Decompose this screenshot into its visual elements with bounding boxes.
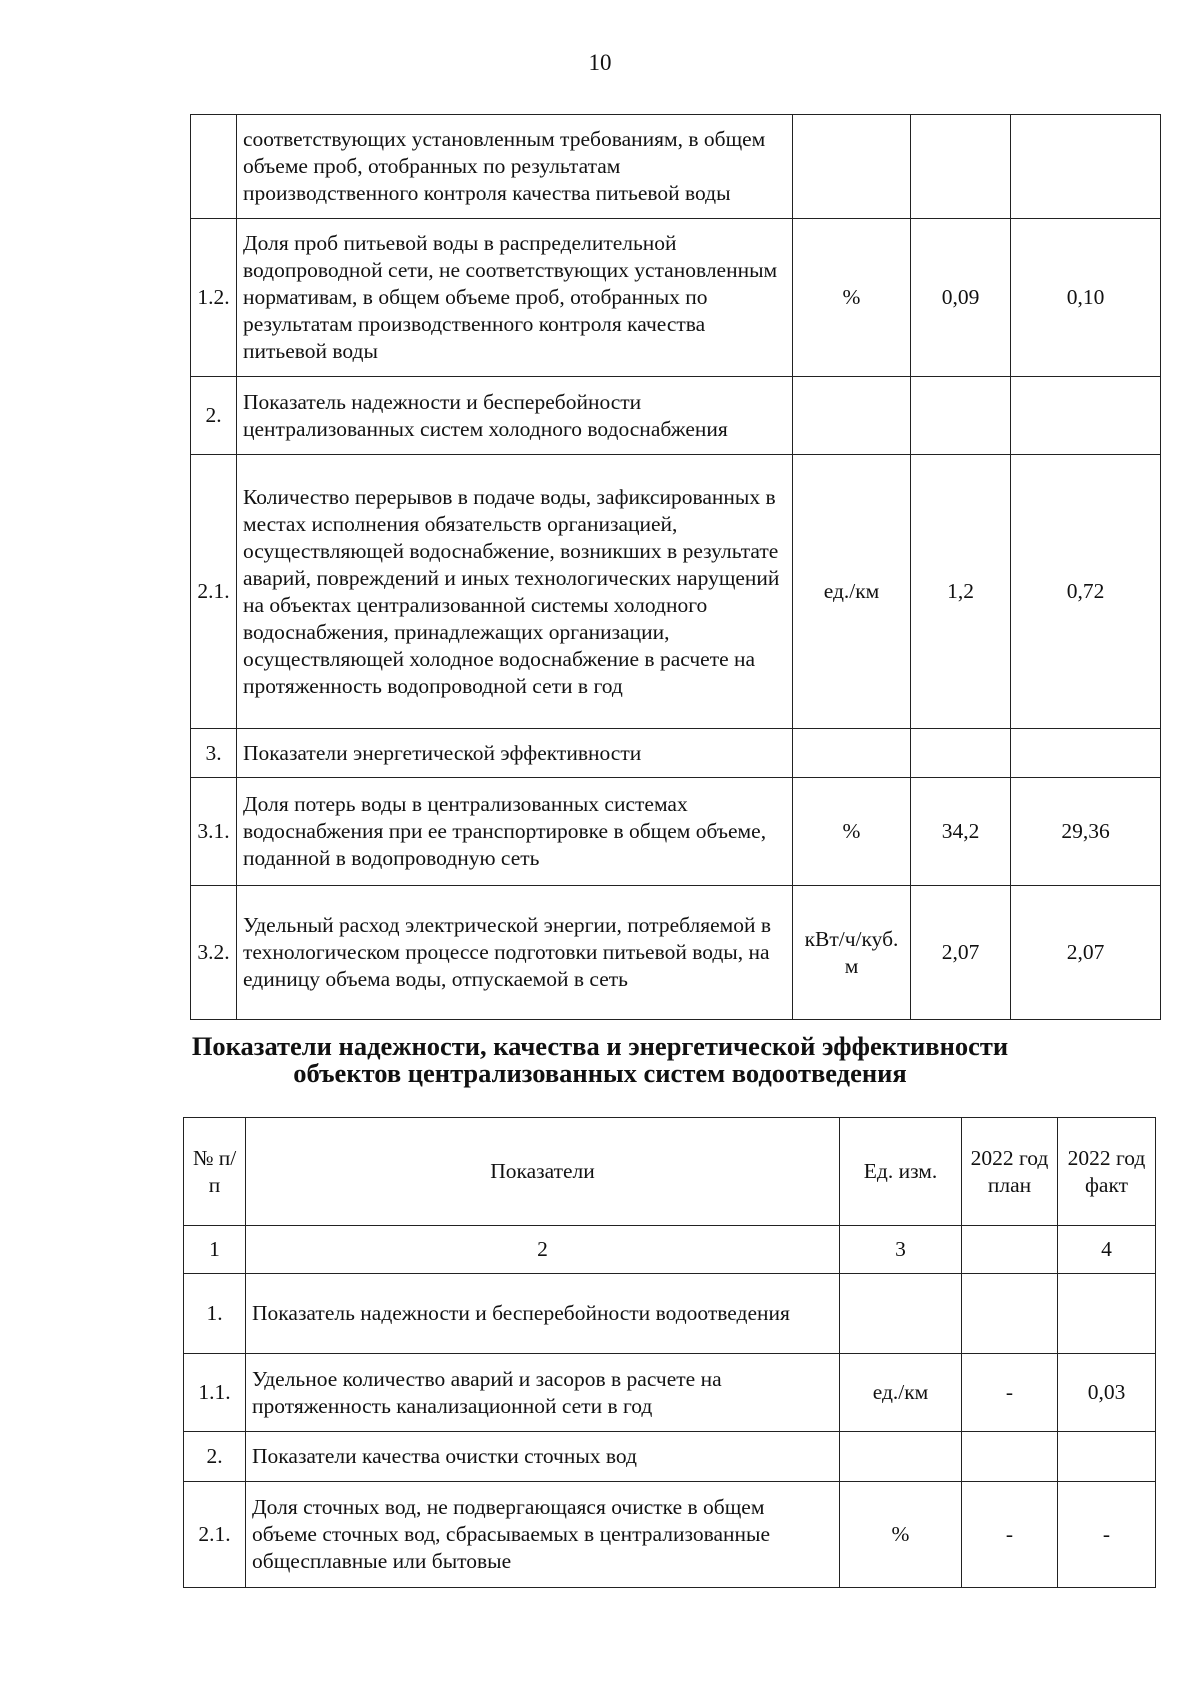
plan-cell [962, 1274, 1058, 1354]
table-row [184, 1482, 1156, 1588]
plan-cell: - [962, 1354, 1058, 1432]
plan-cell: - [962, 1482, 1058, 1588]
header-unit: Ед. изм. [840, 1118, 962, 1226]
unit-cell [793, 377, 911, 455]
header-indicator: Показатели [246, 1118, 840, 1226]
indicator-text: Доля проб питьевой воды в распределительной водопроводной сети, не соответствующих установленным нормативам, в общем объеме проб, отобранных по результатам производственного контроля качества питьевой воды [237, 219, 793, 377]
indicator-text: Доля потерь воды в централизованных системах водоснабжения при ее транспортировке в общем объеме, поданной в водопроводную сеть [237, 778, 793, 886]
unit-cell: % [840, 1482, 962, 1588]
row-number: 1. [184, 1274, 246, 1354]
wastewater-indicators-table [183, 1117, 1156, 1588]
row-number: 1.2. [191, 219, 237, 377]
indicator-text: Удельное количество аварий и засоров в расчете на протяженность канализационной сети в год [246, 1354, 840, 1432]
row-number: 2.1. [191, 455, 237, 729]
table-row [191, 377, 1161, 455]
fact-cell [1011, 115, 1161, 219]
table-row [191, 219, 1161, 377]
unit-cell: % [793, 219, 911, 377]
table-row [191, 729, 1161, 778]
unit-cell: % [793, 778, 911, 886]
section-title-line-2: объектов централизованных систем водоотведения [293, 1058, 907, 1088]
table-row [184, 1274, 1156, 1354]
unit-cell: кВт/ч/куб. м [793, 886, 911, 1020]
header-plan: 2022 год план [962, 1118, 1058, 1226]
unit-cell [793, 729, 911, 778]
column-number: 1 [184, 1226, 246, 1274]
header-number: № п/п [184, 1118, 246, 1226]
water-supply-indicators-table [190, 114, 1161, 1020]
indicator-text: Показатели энергетической эффективности [237, 729, 793, 778]
row-number: 3.2. [191, 886, 237, 1020]
row-number: 1.1. [184, 1354, 246, 1432]
indicator-text: Показатель надежности и бесперебойности централизованных систем холодного водоснабжения [237, 377, 793, 455]
plan-cell [911, 377, 1011, 455]
unit-cell [840, 1432, 962, 1482]
column-number: 2 [246, 1226, 840, 1274]
fact-cell: - [1058, 1482, 1156, 1588]
row-number: 3. [191, 729, 237, 778]
row-number [191, 115, 237, 219]
column-number: 4 [1058, 1226, 1156, 1274]
section-title [0, 1033, 1200, 1087]
plan-cell [911, 115, 1011, 219]
indicator-text: соответствующих установленным требованиям, в общем объеме проб, отобранных по результатам производственного контроля качества питьевой воды [237, 115, 793, 219]
indicator-text: Показатель надежности и бесперебойности водоотведения [246, 1274, 840, 1354]
fact-cell [1011, 377, 1161, 455]
table-row [184, 1432, 1156, 1482]
fact-cell [1058, 1274, 1156, 1354]
fact-cell [1058, 1432, 1156, 1482]
indicator-text: Удельный расход электрической энергии, потребляемой в технологическом процессе подготовки питьевой воды, на единицу объема воды, отпускаемой в сеть [237, 886, 793, 1020]
fact-cell: 29,36 [1011, 778, 1161, 886]
plan-cell: 34,2 [911, 778, 1011, 886]
plan-cell: 2,07 [911, 886, 1011, 1020]
unit-cell [793, 115, 911, 219]
unit-cell: ед./км [793, 455, 911, 729]
indicator-text: Количество перерывов в подаче воды, зафиксированных в местах исполнения обязательств организацией, осуществляющей водоснабжение, возникших в результате аварий, повреждений и иных технологических нарущений на объектах централизованной системы холодного водоснабжения, принадлежащих организации, осуществляющей холодное водоснабжение в расчете на протяженность водопроводной сети в год [237, 455, 793, 729]
unit-cell [840, 1274, 962, 1354]
row-number: 3.1. [191, 778, 237, 886]
plan-cell: 0,09 [911, 219, 1011, 377]
table-row [191, 115, 1161, 219]
indicator-text: Показатели качества очистки сточных вод [246, 1432, 840, 1482]
column-number [962, 1226, 1058, 1274]
column-number: 3 [840, 1226, 962, 1274]
row-number: 2. [191, 377, 237, 455]
fact-cell: 0,10 [1011, 219, 1161, 377]
indicator-text: Доля сточных вод, не подвергающаяся очистке в общем объеме сточных вод, сбрасываемых в централизованные общесплавные или бытовые [246, 1482, 840, 1588]
table-row [191, 455, 1161, 729]
unit-cell: ед./км [840, 1354, 962, 1432]
row-number: 2.1. [184, 1482, 246, 1588]
table-header-row [184, 1118, 1156, 1226]
fact-cell [1011, 729, 1161, 778]
plan-cell [911, 729, 1011, 778]
fact-cell: 0,72 [1011, 455, 1161, 729]
section-title-line-1: Показатели надежности, качества и энергетической эффективности [191, 1031, 1009, 1061]
page-number: 10 [588, 50, 612, 75]
table-row [191, 778, 1161, 886]
column-number-row [184, 1226, 1156, 1274]
table-row [191, 886, 1161, 1020]
table-row [184, 1354, 1156, 1432]
row-number: 2. [184, 1432, 246, 1482]
fact-cell: 0,03 [1058, 1354, 1156, 1432]
plan-cell: 1,2 [911, 455, 1011, 729]
fact-cell: 2,07 [1011, 886, 1161, 1020]
header-fact: 2022 год факт [1058, 1118, 1156, 1226]
plan-cell [962, 1432, 1058, 1482]
